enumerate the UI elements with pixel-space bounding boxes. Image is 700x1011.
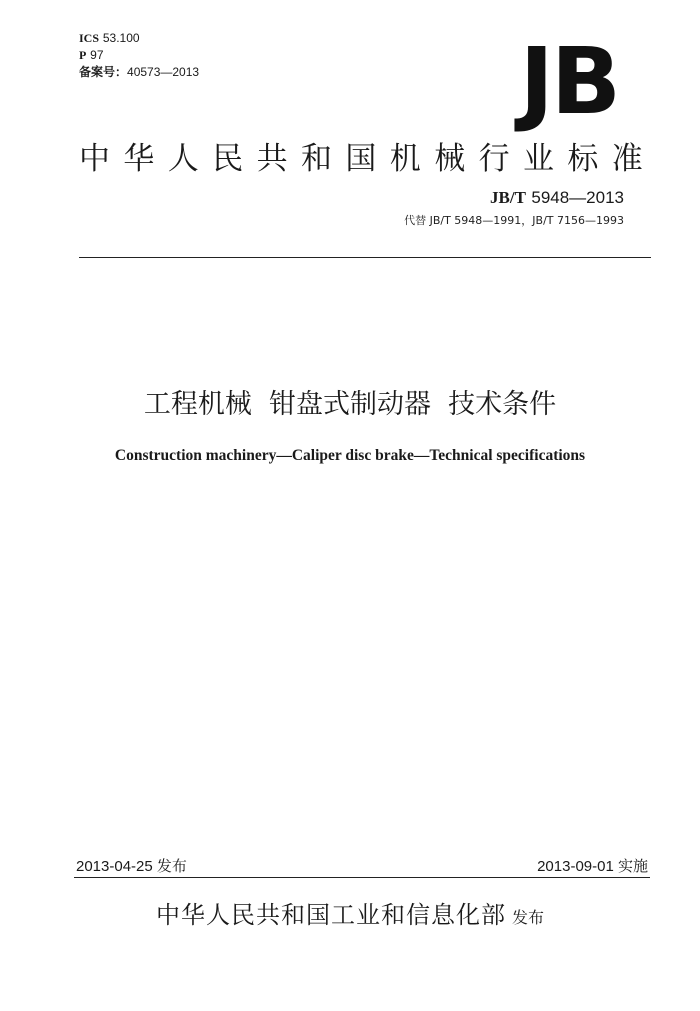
class-line (79, 47, 199, 64)
issue-date-value: 2013-04-25 (76, 858, 153, 875)
ics-line (79, 30, 199, 47)
top-divider (79, 257, 651, 258)
issue-date-suffix: 发布 (156, 857, 187, 875)
issue-date (76, 855, 187, 876)
class-value: 97 (90, 48, 104, 62)
implementation-date-suffix: 实施 (617, 857, 648, 875)
implementation-date (537, 855, 648, 876)
record-value: 40573—2013 (127, 65, 200, 79)
document-title-zh: 工程机械 钳盘式制动器 技术条件 (143, 389, 557, 420)
ics-value: 53.100 (102, 31, 140, 45)
jb-logo: JB (519, 28, 618, 135)
document-title-en: Construction machinery—Caliper disc brake—Technical specifications (114, 447, 586, 464)
record-label: 备案号： (79, 65, 128, 79)
issuer-action: 发布 (511, 908, 544, 927)
standard-category-title: 中华人民共和国机械行业标准 (79, 141, 657, 177)
record-line (79, 64, 199, 81)
class-label: P (79, 48, 87, 62)
standard-code-prefix: JB/T (490, 188, 526, 207)
implementation-date-value: 2013-09-01 (537, 858, 614, 875)
classification-block (79, 30, 199, 81)
issuer (0, 895, 700, 930)
standard-number (490, 188, 624, 208)
ics-label: ICS (79, 31, 100, 45)
standard-code-number: 5948—2013 (531, 188, 624, 207)
bottom-divider (74, 877, 650, 878)
replaces-note: 代替 JB/T 5948—1991，JB/T 7156—1993 (404, 214, 624, 227)
issuer-organization: 中华人民共和国工业和信息化部 (155, 901, 506, 929)
